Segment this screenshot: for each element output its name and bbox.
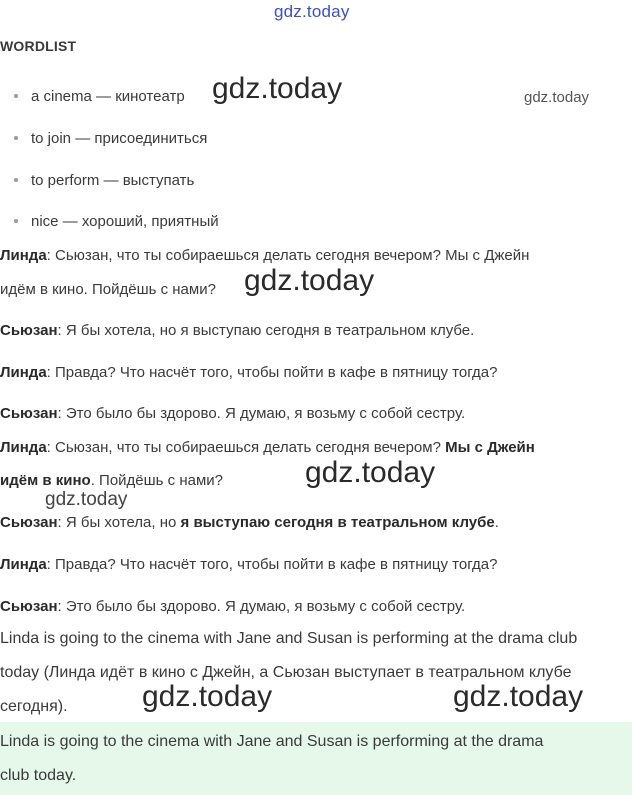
watermark-text: gdz.today [524, 89, 590, 106]
dialogue-text: идём в кино. Пойдёшь с нами? [0, 281, 216, 298]
wordlist-item-text: a cinema — кинотеатр [31, 88, 185, 105]
list-item [14, 172, 194, 189]
dialogue-text: . Пойдёшь с нами? [90, 472, 223, 489]
list-item [14, 213, 219, 230]
dialogue-text: : Я бы хотела, но я выступаю сегодня в театральном клубе. [57, 322, 475, 339]
dialogue-text: : Правда? Что насчёт того, чтобы пойти в кафе в пятницу тогда? [46, 364, 498, 381]
dialogue-text: : Это было бы здорово. Я думаю, я возьму с собой сестру. [57, 598, 466, 615]
dialogue-line [0, 247, 529, 264]
speaker-name: Линда [0, 364, 47, 381]
list-item [14, 88, 185, 105]
speaker-name: Линда [0, 556, 47, 573]
dialogue-text: : Сьюзан, что ты собираешься делать сегодня вечером? Мы с Джейн [46, 247, 530, 264]
speaker-name: Линда [0, 439, 47, 456]
dialogue-line [0, 322, 474, 339]
list-item [14, 130, 207, 147]
highlighted-text: идём в кино [0, 472, 91, 489]
dialogue-line [0, 364, 497, 381]
dialogue-text: : Это было бы здорово. Я думаю, я возьму с собой сестру. [57, 405, 466, 422]
watermark-text: gdz.today [212, 72, 343, 105]
answer-text: club today. [0, 767, 77, 784]
dialogue-text: : Сьюзан, что ты собираешься делать сегодня вечером? [46, 439, 446, 456]
highlighted-text: я выступаю сегодня в театральном клубе [180, 514, 495, 531]
speaker-name: Сьюзан [0, 598, 58, 615]
bullet-icon [14, 178, 18, 182]
bullet-icon [14, 219, 18, 223]
speaker-name: Сьюзан [0, 322, 58, 339]
watermark-text: gdz.today [142, 680, 273, 713]
speaker-name: Сьюзан [0, 405, 58, 422]
dialogue-line [0, 598, 465, 615]
explanation-text: Linda is going to the cinema with Jane and Susan is performing at the drama club [0, 630, 578, 647]
dialogue-text: : Правда? Что насчёт того, чтобы пойти в кафе в пятницу тогда? [46, 556, 498, 573]
dialogue-line-continued [0, 472, 223, 489]
wordlist-item-text: to perform — выступать [31, 172, 195, 189]
dialogue-line [0, 439, 535, 456]
site-logo: gdz.today [274, 2, 350, 21]
bullet-icon [14, 94, 18, 98]
dialogue-line [0, 514, 499, 531]
explanation-text: today (Линда идёт в кино с Джейн, а Сьюзан выступает в театральном клубе [0, 664, 572, 681]
speaker-name: Линда [0, 247, 47, 264]
highlighted-text: Мы с Джейн [445, 439, 535, 456]
bullet-icon [14, 136, 18, 140]
dialogue-text: : Я бы хотела, но [57, 514, 181, 531]
wordlist-heading: WORDLIST [0, 38, 77, 54]
dialogue-line-continued [0, 281, 216, 298]
dialogue-text: . [494, 514, 499, 531]
dialogue-line [0, 405, 465, 422]
explanation-text: сегодня). [0, 698, 68, 715]
wordlist-item-text: nice — хороший, приятный [31, 213, 219, 230]
speaker-name: Сьюзан [0, 514, 58, 531]
watermark-text: gdz.today [453, 680, 584, 713]
wordlist-item-text: to join — присоединиться [31, 130, 208, 147]
watermark-text: gdz.today [244, 264, 375, 297]
watermark-text: gdz.today [305, 456, 436, 489]
dialogue-line [0, 556, 497, 573]
answer-text: Linda is going to the cinema with Jane and Susan is performing at the drama [0, 733, 544, 750]
watermark-text: gdz.today [45, 489, 128, 510]
